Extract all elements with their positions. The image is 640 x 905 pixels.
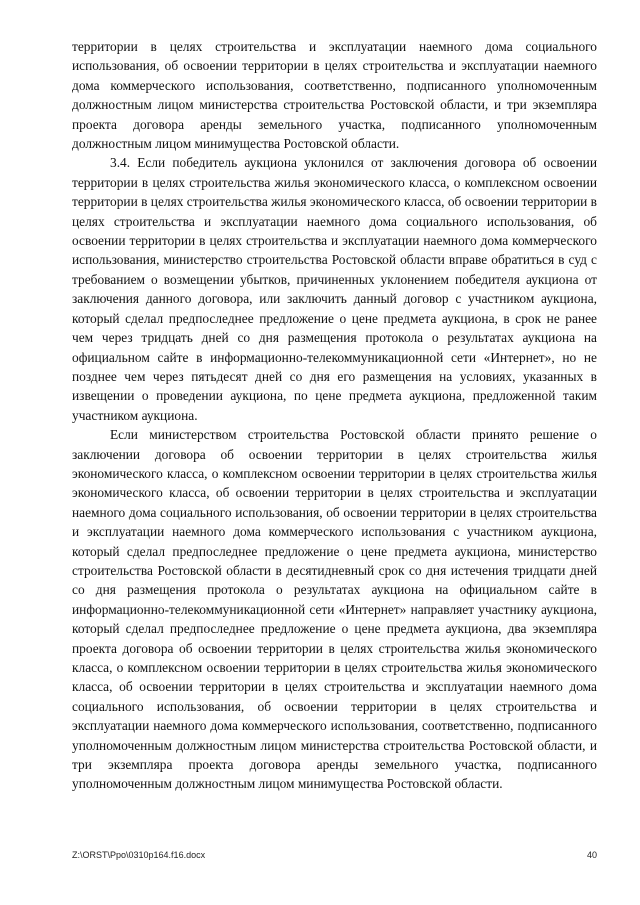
footer-file-path: Z:\ORST\Ppo\0310p164.f16.docx xyxy=(72,850,206,860)
paragraph-clause-3-4: 3.4. Если победитель аукциона уклонился от заключения договора об освоении территории в целях строительства жилья экономического класса, о комплексном освоении территории в целях строительства жилья экономического класса, об освоении территории в целях строительства и эксплуатации наемного дома социального использования, об освоении территории в целях строительства и эксплуатации наемного дома коммерческого использования, министерство строительства Ростовской области вправе обратиться в суд с требованием о возмещении убытков, причиненных уклонением победителя аукциона от заключения данного договора, или заключить данный договор с участником аукциона, который сделал предпоследнее предложение о цене предмета аукциона, в срок не ранее чем через тридцать дней со дня размещения протокола о результатах аукциона на официальном сайте в информационно-телекоммуникационной сети «Интернет», но не позднее чем через пятьдесят дней со дня его размещения на условиях, указанных в извещении о проведении аукциона, по цене предмета аукциона, предложенной таким участником аукциона. xyxy=(72,155,597,423)
document-body xyxy=(72,37,597,794)
page-footer xyxy=(72,850,597,864)
paragraph-continuation: территории в целях строительства и эксплуатации наемного дома социального использования, об освоении территории в целях строительства и эксплуатации наемного дома коммерческого использования, соответственно, подписанного уполномоченным должностным лицом министерства строительства Ростовской области, и три экземпляра проекта договора аренды земельного участка, подписанного уполномоченным должностным лицом минимущества Ростовской области. xyxy=(72,39,597,152)
page-number: 40 xyxy=(586,850,597,860)
paragraph-ministry-decision: Если министерством строительства Ростовской области принято решение о заключении договора об освоении территории в целях строительства жилья экономического класса, о комплексном освоении территории в целях строительства жилья экономического класса, об освоении территории в целях строительства и эксплуатации наемного дома социального использования, об освоении территории в целях строительства и эксплуатации наемного дома коммерческого использования с участником аукциона, который сделал предпоследнее предложение о цене предмета аукциона, министерство строительства Ростовской области в десятидневный срок со дня истечения тридцати дней со дня размещения протокола о результатах аукциона на официальном сайте в информационно-телекоммуникационной сети «Интернет» направляет участнику аукциона, который сделал предпоследнее предложение о цене предмета аукциона, два экземпляра проекта договора об освоении территории в целях строительства жилья экономического класса, о комплексном освоении территории в целях строительства жилья экономического класса, об освоении территории в целях строительства и эксплуатации наемного дома социального использования, об освоении территории в целях строительства и эксплуатации наемного дома коммерческого использования, соответственно, подписанного уполномоченным должностным лицом министерства строительства Ростовской области, и три экземпляра проекта договора аренды земельного участка, подписанного уполномоченным должностным лицом минимущества Ростовской области. xyxy=(72,427,597,792)
